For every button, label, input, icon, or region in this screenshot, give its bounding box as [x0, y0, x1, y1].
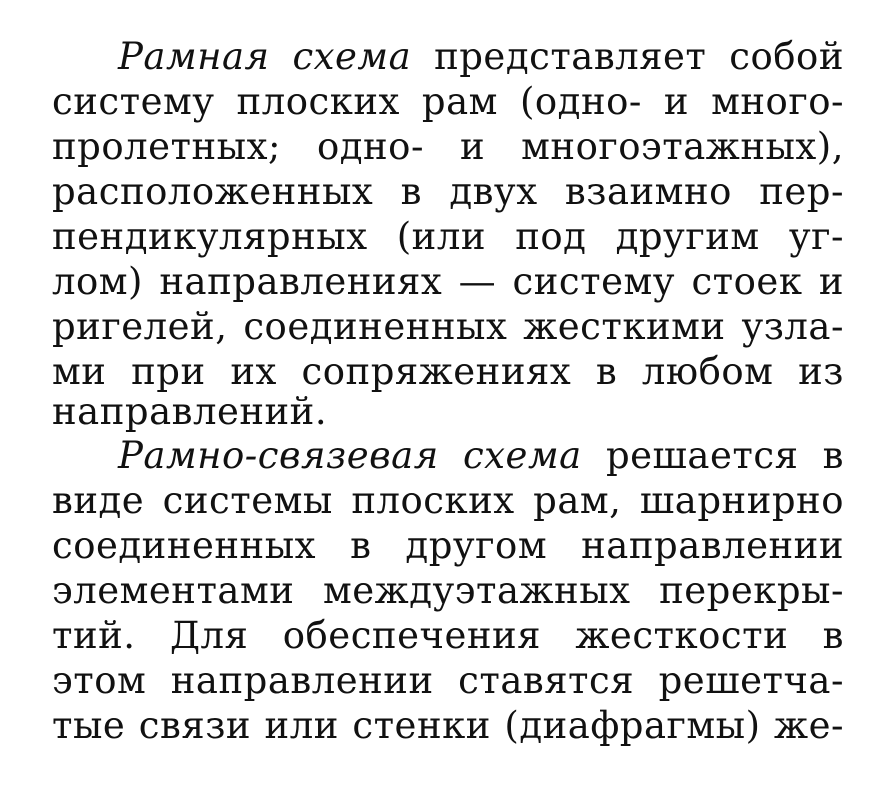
line-text: представляет собой [411, 35, 844, 78]
text-line: расположенных в двух взаимно пер- [52, 170, 844, 213]
term-italic: Рамно-связевая схема [118, 434, 582, 477]
text-line: тые связи или стенки (диафрагмы) же- [52, 704, 844, 747]
text-line: направлений. [52, 390, 328, 433]
text-line: пендикулярных (или под другим уг- [52, 215, 844, 258]
text-line: лом) направлениях — систему стоек и [52, 260, 844, 303]
text-line: этом направлении ставятся решетча- [52, 659, 844, 702]
line-text: решается в [581, 434, 844, 477]
text-line [118, 34, 844, 79]
text-line: виде системы плоских рам, шарнирно [52, 479, 844, 522]
text-line: тий. Для обеспечения жесткости в [52, 614, 844, 657]
text-line: пролетных; одно- и многоэтажных), [52, 125, 844, 168]
text-line: систему плоских рам (одно- и много- [52, 80, 844, 123]
text-line [118, 433, 844, 478]
text-line: ми при их сопряжениях в любом из [52, 350, 844, 393]
text-line: ригелей, соединенных жесткими узла- [52, 305, 844, 348]
text-line: элементами междуэтажных перекры- [52, 569, 844, 612]
term-italic: Рамная схема [118, 35, 412, 78]
text-line: соединенных в другом направлении [52, 524, 844, 567]
